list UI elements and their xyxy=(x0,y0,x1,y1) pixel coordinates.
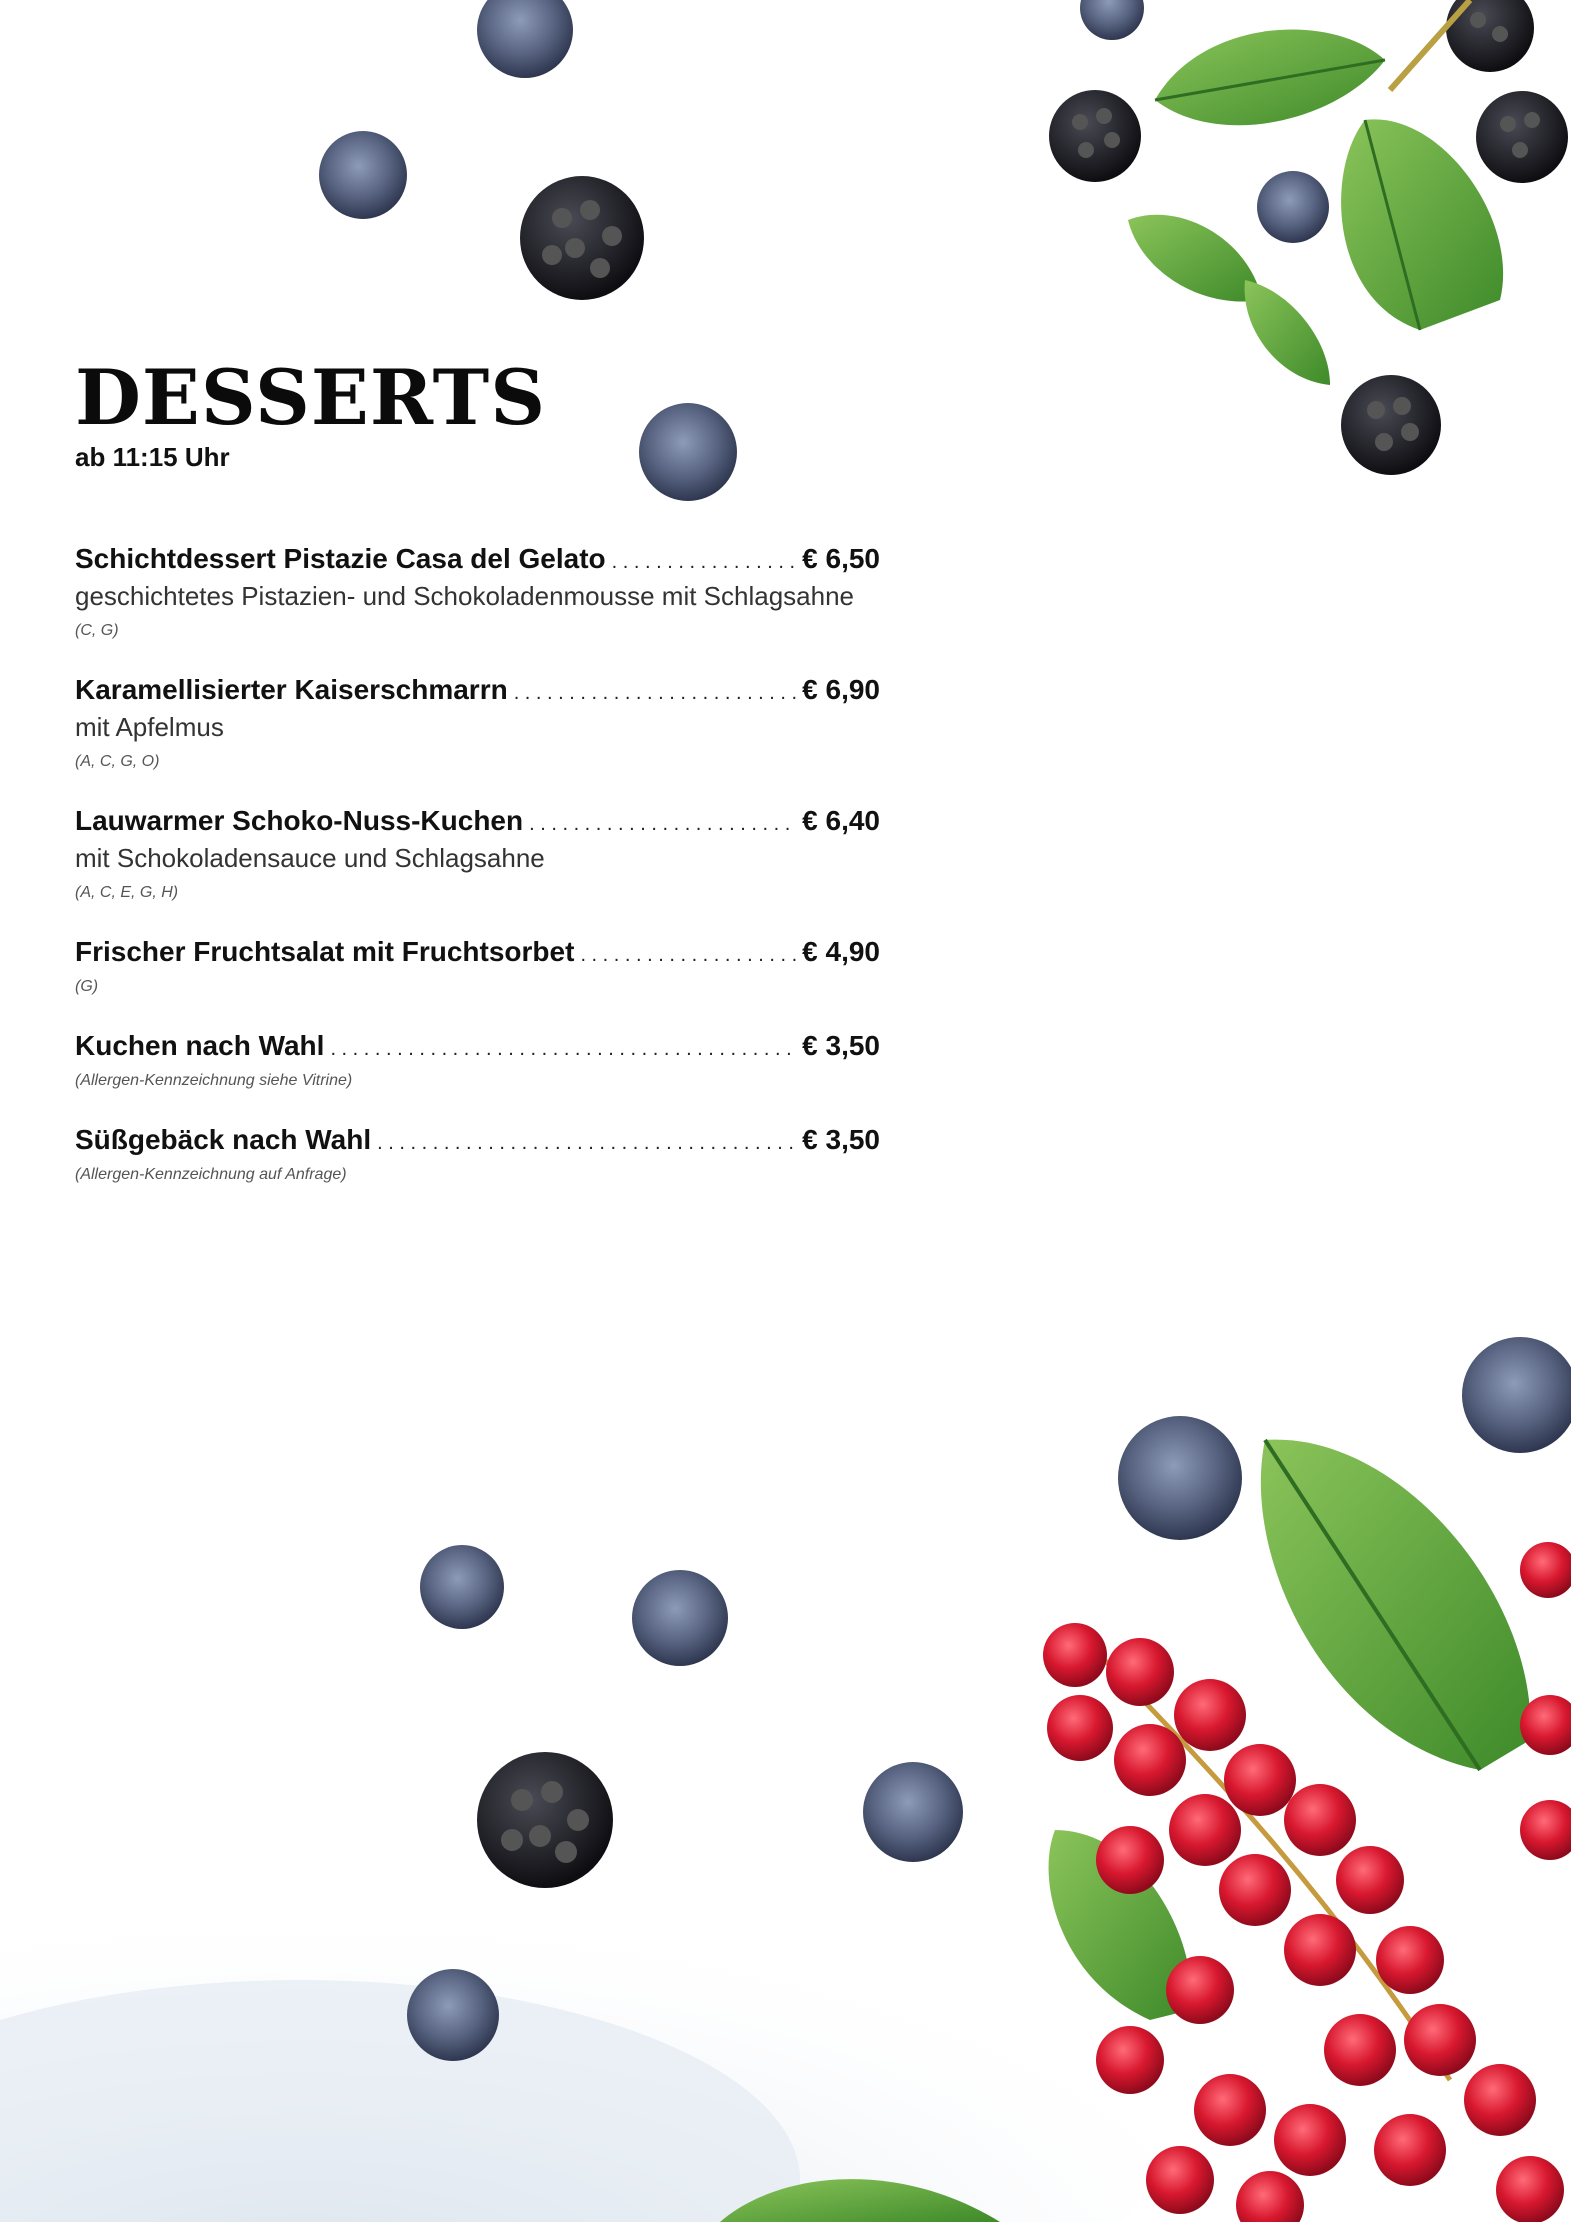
item-allergens: (A, C, E, G, H) xyxy=(75,884,179,901)
dot-leader xyxy=(330,1038,796,1061)
page-title: DESSERTS xyxy=(75,353,547,442)
item-allergens: (Allergen-Kennzeichnung auf Anfrage) xyxy=(75,1166,347,1183)
item-allergens: (Allergen-Kennzeichnung siehe Vitrine) xyxy=(75,1072,353,1089)
item-line xyxy=(75,674,880,706)
item-name: Karamellisierter Kaiserschmarrn xyxy=(75,674,508,705)
item-name: Frischer Fruchtsalat mit Fruchtsorbet xyxy=(75,936,575,967)
menu-item xyxy=(75,674,880,771)
menu-item xyxy=(75,1124,880,1184)
item-line xyxy=(75,1124,880,1156)
menu-item xyxy=(75,543,880,640)
blueberry-icon xyxy=(1080,0,1144,40)
serving-time: ab 11:15 Uhr xyxy=(75,442,230,472)
item-description: geschichtetes Pistazien- und Schokoladenmousse mit Schlagsahne xyxy=(75,581,855,611)
dot-leader xyxy=(377,1132,796,1155)
mint-leaf-icon xyxy=(1245,280,1330,385)
blueberry-icon xyxy=(863,1762,963,1862)
blackberry-icon xyxy=(1049,90,1141,182)
blackberry-icon xyxy=(1476,91,1568,183)
dot-leader xyxy=(514,682,796,705)
item-price: € 6,50 xyxy=(802,543,880,574)
menu-item xyxy=(75,936,880,996)
blueberry-icon xyxy=(319,131,407,219)
item-description: mit Apfelmus xyxy=(75,712,224,742)
item-allergens: (G) xyxy=(75,978,99,995)
blueberry-icon xyxy=(477,0,573,78)
item-price: € 6,90 xyxy=(802,674,880,705)
dot-leader xyxy=(612,551,796,574)
item-price: € 4,90 xyxy=(802,936,880,967)
dot-leader xyxy=(529,813,796,836)
item-line xyxy=(75,936,880,968)
dessert-menu xyxy=(75,353,880,1218)
blackberry-icon xyxy=(520,176,644,300)
item-description: mit Schokoladensauce und Schlagsahne xyxy=(75,843,545,873)
item-name: Süßgebäck nach Wahl xyxy=(75,1124,372,1155)
blueberry-icon xyxy=(420,1545,504,1629)
item-price: € 3,50 xyxy=(802,1030,880,1061)
item-name: Lauwarmer Schoko-Nuss-Kuchen xyxy=(75,805,524,836)
item-name: Schichtdessert Pistazie Casa del Gelato xyxy=(75,543,606,574)
blueberry-icon xyxy=(1462,1337,1571,1453)
blueberry-icon xyxy=(1257,171,1329,243)
menu-item xyxy=(75,1030,880,1090)
item-name: Kuchen nach Wahl xyxy=(75,1030,325,1061)
item-line xyxy=(75,1030,880,1062)
blackberry-icon xyxy=(1341,375,1441,475)
mint-leaf-icon xyxy=(1261,1440,1531,1770)
blackberry-icon xyxy=(477,1752,613,1888)
mint-leaf-icon xyxy=(1128,215,1262,302)
menu-items xyxy=(75,543,880,1184)
item-line xyxy=(75,805,880,837)
item-price: € 6,40 xyxy=(802,805,880,836)
dot-leader xyxy=(580,944,796,967)
blueberry-icon xyxy=(407,1969,499,2061)
item-allergens: (C, G) xyxy=(75,622,119,639)
item-allergens: (A, C, G, O) xyxy=(75,753,160,770)
mint-leaf-icon xyxy=(1155,29,1385,125)
item-price: € 3,50 xyxy=(802,1124,880,1155)
blueberry-icon xyxy=(632,1570,728,1666)
item-line xyxy=(75,543,880,575)
menu-item xyxy=(75,805,880,902)
blueberry-icon xyxy=(1118,1416,1242,1540)
